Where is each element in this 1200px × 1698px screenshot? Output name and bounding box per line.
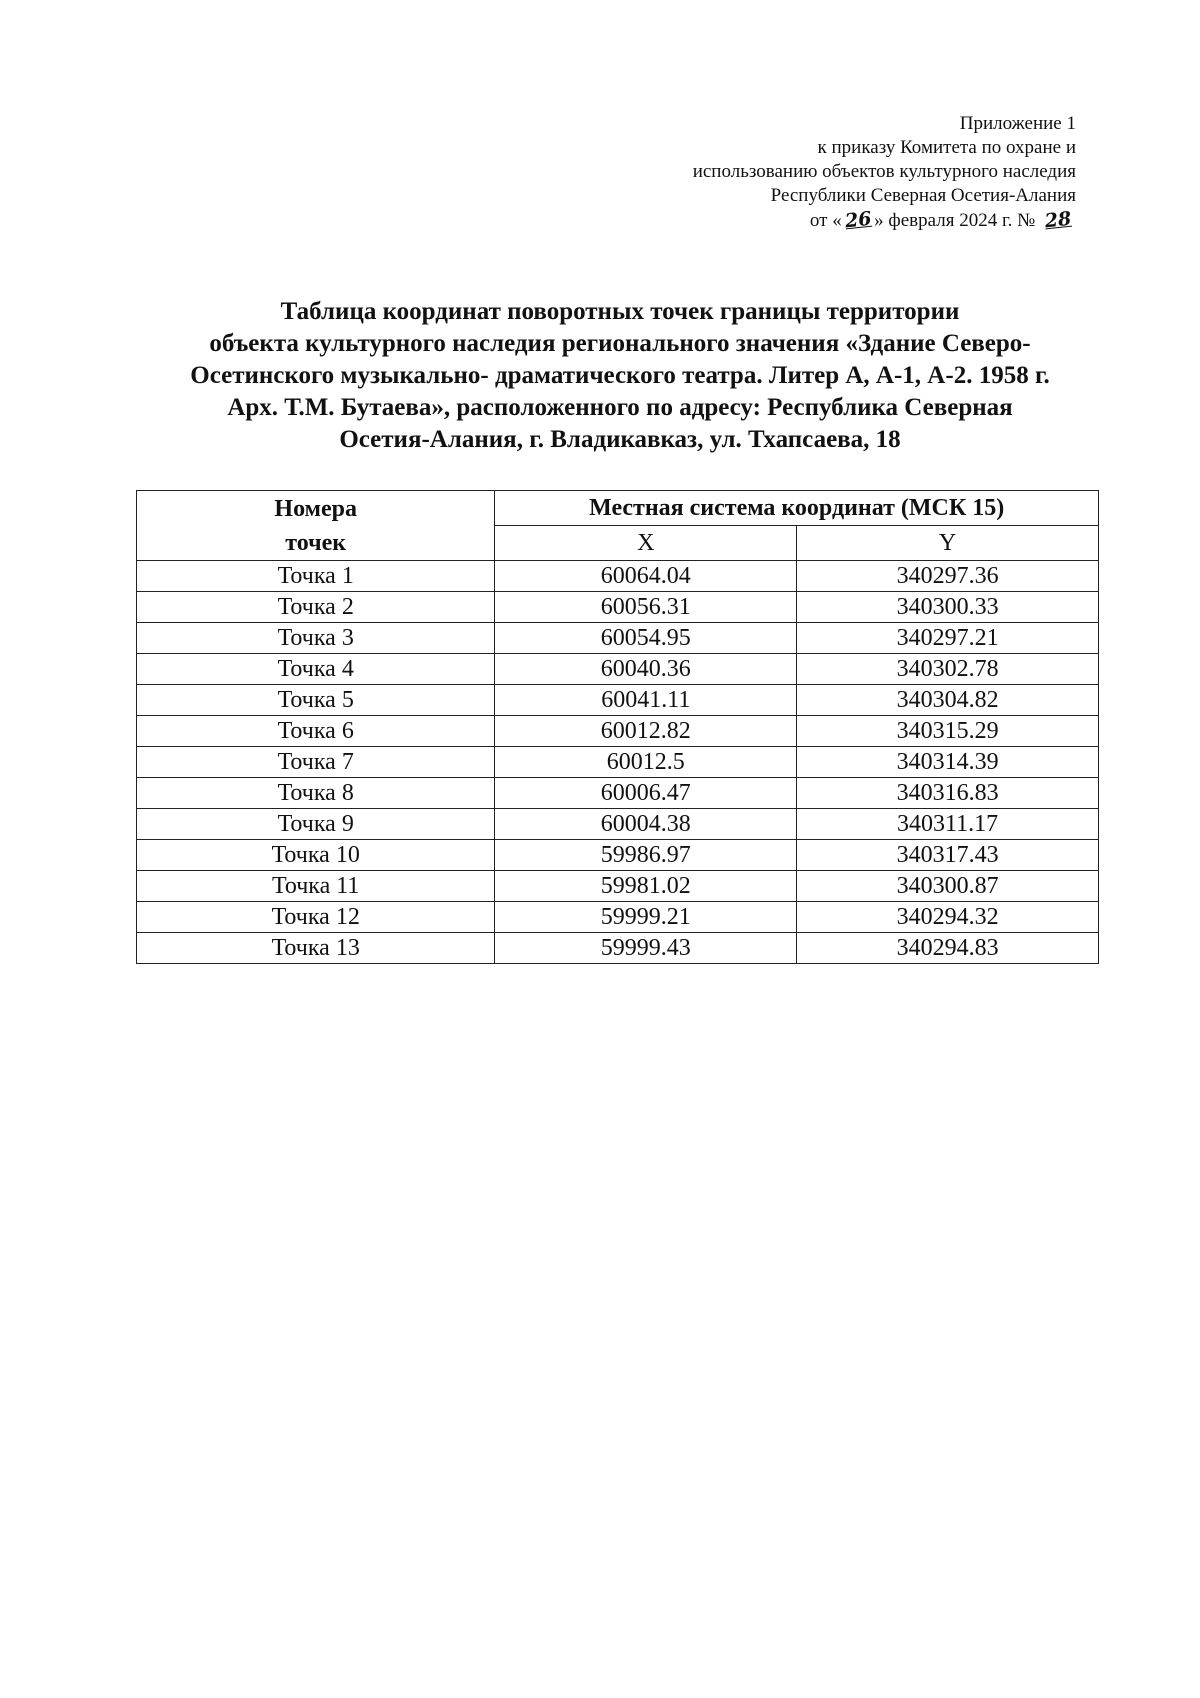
y-value: 340304.82 xyxy=(797,685,1099,716)
table-row xyxy=(137,840,1099,871)
x-value: 59999.21 xyxy=(495,902,797,933)
y-value: 340300.87 xyxy=(797,871,1099,902)
x-value: 59999.43 xyxy=(495,933,797,964)
table-row xyxy=(137,778,1099,809)
date-suffix: » февраля 2024 г. № xyxy=(874,210,1036,231)
point-name: Точка 12 xyxy=(137,902,495,933)
x-value: 59981.02 xyxy=(495,871,797,902)
y-value: 340294.32 xyxy=(797,902,1099,933)
table-row xyxy=(137,809,1099,840)
point-name: Точка 10 xyxy=(137,840,495,871)
table-row xyxy=(137,592,1099,623)
y-value: 340297.21 xyxy=(797,623,1099,654)
y-value: 340311.17 xyxy=(797,809,1099,840)
point-name: Точка 6 xyxy=(137,716,495,747)
x-value: 59986.97 xyxy=(495,840,797,871)
point-name: Точка 3 xyxy=(137,623,495,654)
x-value: 60064.04 xyxy=(495,561,797,592)
appendix-header xyxy=(556,112,1076,233)
y-value: 340316.83 xyxy=(797,778,1099,809)
points-header-line-1: Номера xyxy=(274,495,357,522)
point-name: Точка 9 xyxy=(137,809,495,840)
coordinate-system-header: Местная система координат (МСК 15) xyxy=(495,491,1099,526)
x-value: 60040.36 xyxy=(495,654,797,685)
table-row xyxy=(137,747,1099,778)
table-row xyxy=(137,623,1099,654)
point-name: Точка 8 xyxy=(137,778,495,809)
table-row xyxy=(137,561,1099,592)
date-prefix: от « xyxy=(809,210,842,231)
table-row xyxy=(137,933,1099,964)
table-row xyxy=(137,902,1099,933)
appendix-order-ref: к приказу Комитета по охране и xyxy=(817,137,1076,158)
points-header-line-2: точек xyxy=(285,529,347,556)
title-line-5: Осетия-Алания, г. Владикавказ, ул. Тхапсаева, 18 xyxy=(339,426,901,453)
x-value: 60012.5 xyxy=(495,747,797,778)
appendix-title: Приложение 1 xyxy=(959,113,1076,134)
title-line-3: Осетинского музыкально- драматического театра. Литер А, А-1, А-2. 1958 г. xyxy=(190,362,1050,389)
table-row xyxy=(137,716,1099,747)
title-line-2: объекта культурного наследия регионального значения «Здание Северо- xyxy=(209,330,1031,357)
document-title xyxy=(130,296,1110,456)
y-value: 340297.36 xyxy=(797,561,1099,592)
x-value: 60012.82 xyxy=(495,716,797,747)
x-value: 60004.38 xyxy=(495,809,797,840)
handwritten-date-day: 26 xyxy=(843,207,873,233)
y-value: 340300.33 xyxy=(797,592,1099,623)
appendix-committee: использованию объектов культурного наследия xyxy=(692,161,1076,182)
title-line-4: Арх. Т.М. Бутаева», расположенного по адресу: Республика Северная xyxy=(227,394,1013,421)
y-value: 340302.78 xyxy=(797,654,1099,685)
handwritten-order-number: 28 xyxy=(1043,207,1073,233)
y-value: 340314.39 xyxy=(797,747,1099,778)
points-column-header xyxy=(137,491,495,561)
point-name: Точка 7 xyxy=(137,747,495,778)
point-name: Точка 5 xyxy=(137,685,495,716)
x-value: 60041.11 xyxy=(495,685,797,716)
point-name: Точка 4 xyxy=(137,654,495,685)
title-line-1: Таблица координат поворотных точек границы территории xyxy=(280,298,960,325)
y-value: 340317.43 xyxy=(797,840,1099,871)
table-header-row-1 xyxy=(137,491,1099,526)
x-value: 60054.95 xyxy=(495,623,797,654)
table-row xyxy=(137,654,1099,685)
coordinates-table xyxy=(136,490,1099,964)
x-column-header: X xyxy=(495,526,797,561)
y-value: 340315.29 xyxy=(797,716,1099,747)
table-row xyxy=(137,871,1099,902)
point-name: Точка 1 xyxy=(137,561,495,592)
y-column-header: Y xyxy=(797,526,1099,561)
point-name: Точка 13 xyxy=(137,933,495,964)
appendix-republic: Республики Северная Осетия-Алания xyxy=(770,185,1076,206)
y-value: 340294.83 xyxy=(797,933,1099,964)
point-name: Точка 2 xyxy=(137,592,495,623)
x-value: 60006.47 xyxy=(495,778,797,809)
appendix-date-line xyxy=(556,208,1076,233)
x-value: 60056.31 xyxy=(495,592,797,623)
point-name: Точка 11 xyxy=(137,871,495,902)
table-row xyxy=(137,685,1099,716)
